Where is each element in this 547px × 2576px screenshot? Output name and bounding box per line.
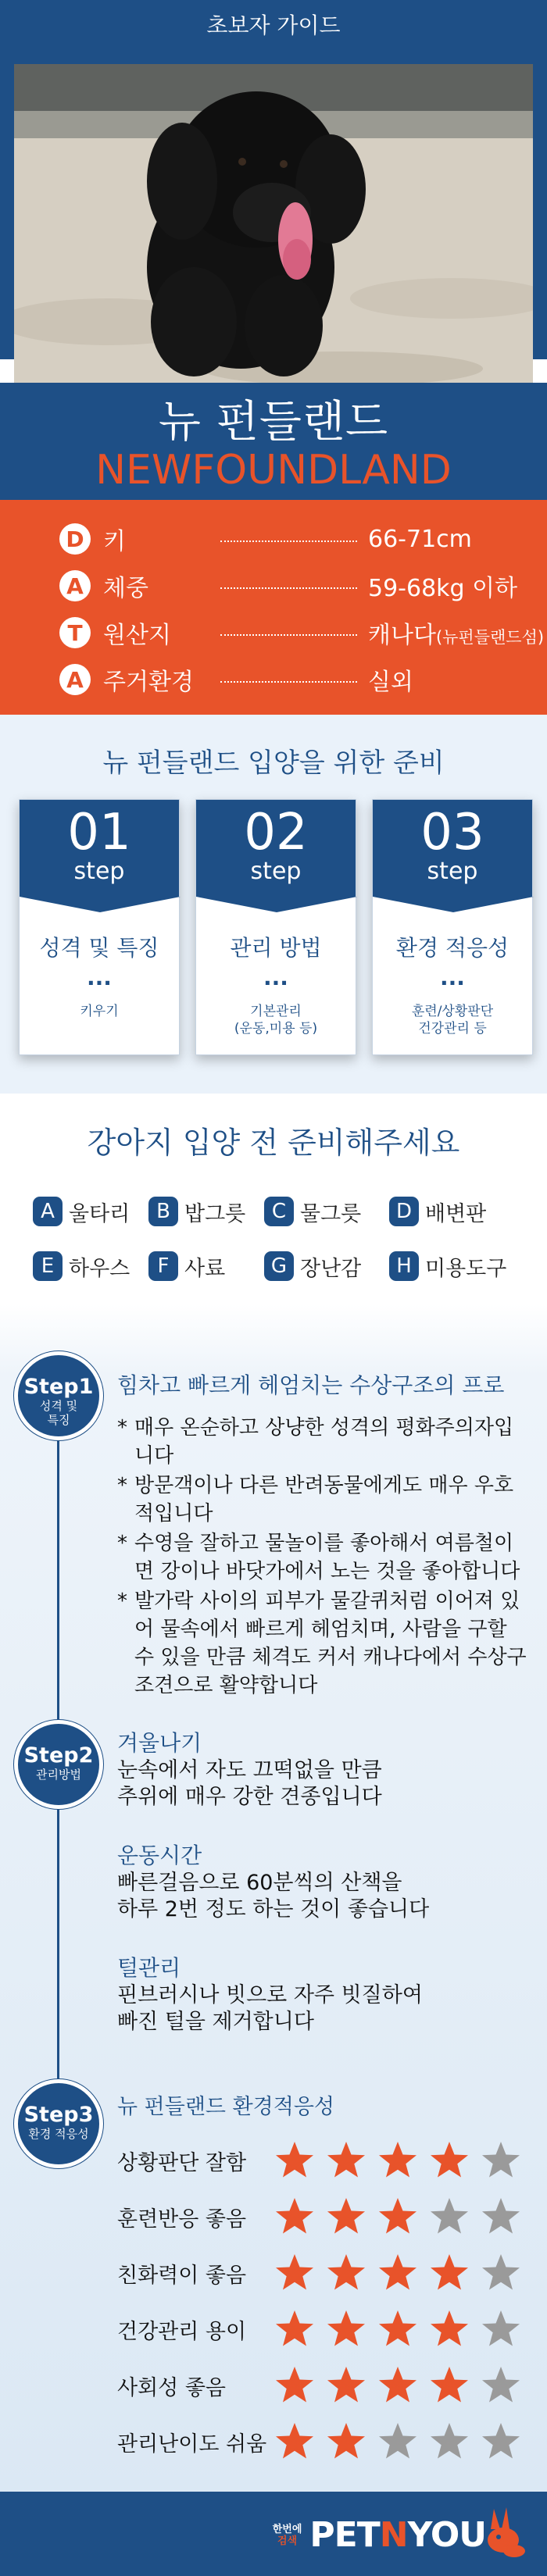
- info-value: 66-71cm: [368, 525, 472, 553]
- supply-badge: A: [33, 1197, 63, 1226]
- info-badge: A: [59, 664, 91, 695]
- prep-title: 뉴 펀들랜드 입양을 위한 준비: [102, 747, 445, 779]
- info-badge: T: [59, 617, 91, 648]
- supply-badge: H: [389, 1251, 419, 1281]
- supplies-section: [0, 1094, 547, 1304]
- supply-badge: C: [264, 1197, 294, 1226]
- step1-circle: [14, 1351, 103, 1440]
- star-rating: [274, 2364, 522, 2407]
- star-filled-icon: [325, 2308, 367, 2350]
- supply-item: [33, 1197, 148, 1227]
- supply-item: [389, 1197, 486, 1227]
- star-empty-icon: [480, 2252, 522, 2294]
- star-empty-icon: [480, 2139, 522, 2182]
- dotted-leader: [220, 681, 357, 683]
- step-card-dots: ...: [440, 965, 465, 990]
- star-empty-icon: [480, 2421, 522, 2463]
- supply-label: 장난감: [300, 1256, 362, 1281]
- star-filled-icon: [377, 2308, 419, 2350]
- step-card-title: 성격 및 특징: [39, 935, 159, 961]
- supply-label: 울타리: [69, 1201, 130, 1226]
- logo-tagline-line2: 검색: [277, 2535, 298, 2547]
- step1-bullet: * 방문객이나 다른 반려동물에게도 매우 우호적입니다: [117, 1472, 531, 1528]
- step-word: step: [250, 858, 302, 885]
- step-details-section: [0, 1304, 547, 2492]
- step-card-2[interactable]: [195, 799, 356, 1055]
- star-filled-icon: [377, 2252, 419, 2294]
- step2-circle: [14, 1720, 103, 1809]
- step2-block-winter: [117, 1729, 524, 1811]
- info-row-origin: [59, 609, 547, 656]
- star-filled-icon: [325, 2196, 367, 2238]
- adoption-prep-section: [0, 715, 547, 1094]
- supply-badge: F: [148, 1251, 178, 1281]
- rating-label: 사회성 좋음: [117, 2375, 226, 2400]
- star-rating: [274, 2252, 522, 2294]
- star-filled-icon: [325, 2421, 367, 2463]
- supply-label: 사료: [184, 1256, 226, 1281]
- step2-block-head: 운동시간: [117, 1843, 202, 1868]
- supply-badge: G: [264, 1251, 294, 1281]
- breed-name-korean: 뉴 펀들랜드: [158, 397, 389, 448]
- star-rating: [274, 2308, 522, 2350]
- star-empty-icon: [480, 2196, 522, 2238]
- step-card-desc: 훈련/상황판단 건강관리 등: [411, 1004, 494, 1036]
- step2-block-head: 털관리: [117, 1955, 181, 1981]
- header-title: 초보자 가이드: [206, 12, 341, 38]
- star-empty-icon: [480, 2364, 522, 2407]
- step-word: step: [73, 858, 125, 885]
- star-rating: [274, 2139, 522, 2182]
- star-empty-icon: [480, 2308, 522, 2350]
- step-number: 03: [420, 804, 484, 862]
- step-card-dots: ...: [263, 965, 288, 990]
- info-badge: A: [59, 570, 91, 601]
- logo-tagline-line1: 한번에: [272, 2523, 302, 2535]
- logo-word-pet: PET: [309, 2515, 380, 2555]
- step2-block-coat: [117, 1954, 524, 2035]
- step-number: 01: [67, 804, 131, 862]
- star-filled-icon: [274, 2364, 316, 2407]
- step1-circle-title: Step1: [23, 1375, 94, 1399]
- step1-circle-sub: 성격 및 특징: [39, 1399, 78, 1427]
- step-card-header: [20, 800, 179, 897]
- petnyou-logo[interactable]: [273, 2515, 486, 2555]
- star-filled-icon: [428, 2308, 470, 2350]
- dotted-leader: [220, 587, 357, 589]
- step1-title: 힘차고 빠르게 헤엄치는 수상구조의 프로: [117, 1372, 505, 1398]
- breed-info-panel: [0, 500, 547, 715]
- footer: [0, 2492, 547, 2576]
- rating-row: [117, 2301, 524, 2357]
- step-card-dots: ...: [87, 965, 112, 990]
- step-card-3[interactable]: [372, 799, 533, 1055]
- supply-label: 물그릇: [300, 1201, 362, 1226]
- star-filled-icon: [325, 2139, 367, 2182]
- star-filled-icon: [274, 2252, 316, 2294]
- star-empty-icon: [428, 2196, 470, 2238]
- supply-item: [264, 1251, 389, 1282]
- supply-badge: D: [389, 1197, 419, 1226]
- supply-label: 미용도구: [425, 1256, 507, 1281]
- step-card-1[interactable]: [19, 799, 180, 1055]
- star-filled-icon: [377, 2196, 419, 2238]
- rating-row: [117, 2189, 524, 2245]
- star-filled-icon: [325, 2364, 367, 2407]
- rating-label: 건강관리 용이: [117, 2319, 247, 2344]
- rating-row: [117, 2245, 524, 2301]
- star-empty-icon: [377, 2421, 419, 2463]
- logo-tagline: [273, 2524, 302, 2547]
- star-filled-icon: [377, 2139, 419, 2182]
- logo-word-n: N: [379, 2515, 408, 2555]
- rating-label: 친화력이 좋음: [117, 2263, 247, 2288]
- supply-badge: B: [148, 1197, 178, 1226]
- step-card-desc: 키우기: [80, 1004, 119, 1019]
- supplies-row: [33, 1239, 533, 1293]
- step3-title: 뉴 펀들랜드 환경적응성: [117, 2095, 334, 2119]
- step3-circle: [14, 2079, 103, 2168]
- star-filled-icon: [274, 2196, 316, 2238]
- step-card-desc: 기본관리 (운동,미용 등): [234, 1004, 318, 1036]
- rating-label: 상황판단 잘함: [117, 2150, 247, 2175]
- step1-bullet: * 발가락 사이의 피부가 물갈퀴처럼 이어져 있어 물속에서 빠르게 헤엄치며, 사람을 구할 수 있을 만큼 체격도 커서 캐나다에서 수상구조견으로 활약합니다: [117, 1587, 531, 1700]
- step-card-header: [196, 800, 356, 897]
- step-number: 02: [244, 804, 308, 862]
- star-filled-icon: [274, 2308, 316, 2350]
- rating-row: [117, 2357, 524, 2414]
- supply-item: [148, 1197, 264, 1227]
- step2-block-text: 핀브러시나 빗으로 자주 빗질하여 빠진 털을 제거합니다: [117, 1983, 423, 2034]
- dotted-leader: [220, 634, 357, 636]
- info-value: 59-68kg 이하: [368, 575, 518, 602]
- rating-row: [117, 2132, 524, 2189]
- step-word: step: [427, 858, 478, 885]
- info-row-weight: [59, 562, 547, 609]
- star-empty-icon: [428, 2421, 470, 2463]
- rabbit-logo-icon: [480, 2506, 530, 2560]
- step1-bullet-list: [117, 1414, 531, 1701]
- rating-label: 훈련반응 좋음: [117, 2207, 247, 2232]
- logo-word-you: YOU: [407, 2515, 486, 2555]
- star-filled-icon: [377, 2364, 419, 2407]
- supply-label: 배변판: [425, 1201, 487, 1226]
- step-card-header: [373, 800, 532, 897]
- star-filled-icon: [428, 2364, 470, 2407]
- logo-wordmark: [309, 2515, 486, 2555]
- info-value: 캐나다: [368, 622, 436, 649]
- supply-label: 하우스: [69, 1256, 130, 1281]
- dog-photo: [14, 64, 533, 392]
- step2-circle-sub: 관리방법: [36, 1768, 81, 1782]
- star-rating: [274, 2196, 522, 2238]
- step3-circle-sub: 환경 적응성: [28, 2127, 89, 2141]
- star-filled-icon: [274, 2421, 316, 2463]
- supplies-row: [33, 1184, 533, 1239]
- star-filled-icon: [428, 2252, 470, 2294]
- info-row-housing: [59, 656, 547, 703]
- info-label: 체중: [103, 575, 148, 602]
- info-note: (뉴펀들랜드섬): [435, 628, 545, 647]
- breed-title-bar: [0, 383, 547, 500]
- step2-block-exercise: [117, 1842, 524, 1923]
- supply-item: [264, 1197, 389, 1227]
- dotted-leader: [220, 541, 357, 542]
- supply-item: [148, 1251, 264, 1282]
- info-value-wrap: [368, 615, 544, 650]
- step-card-title: 환경 적응성: [395, 935, 509, 961]
- star-rating: [274, 2421, 522, 2463]
- supply-label: 밥그릇: [184, 1201, 246, 1226]
- info-label: 원산지: [103, 622, 171, 649]
- step-card-title: 관리 방법: [230, 935, 322, 961]
- info-value: 실외: [368, 669, 413, 696]
- star-filled-icon: [274, 2139, 316, 2182]
- supplies-grid: [33, 1184, 533, 1293]
- info-label: 키: [103, 528, 126, 555]
- info-row-height: [59, 516, 547, 562]
- step1-bullet: * 매우 온순하고 상냥한 성격의 평화주의자입니다: [117, 1414, 531, 1470]
- info-badge: D: [59, 523, 91, 555]
- step2-block-text: 빠른걸음으로 60분씩의 산책을 하루 2번 정도 하는 것이 좋습니다: [117, 1871, 430, 1921]
- step-cards: [19, 799, 533, 1055]
- step2-block-head: 겨울나기: [117, 1730, 202, 1756]
- rating-label: 관리난이도 쉬움: [117, 2432, 267, 2456]
- star-filled-icon: [325, 2252, 367, 2294]
- supply-badge: E: [33, 1251, 63, 1281]
- step1-bullet: * 수영을 잘하고 물놀이를 좋아해서 여름철이면 강이나 바닷가에서 노는 것을 좋아합니다: [117, 1529, 531, 1586]
- rating-row: [117, 2414, 524, 2470]
- step2-circle-title: Step2: [23, 1743, 94, 1768]
- step2-block-text: 눈속에서 자도 끄떡없을 만큼 추위에 매우 강한 견종입니다: [117, 1758, 382, 1809]
- supplies-title: 강아지 입양 전 준비해주세요: [87, 1126, 460, 1160]
- step3-circle-title: Step3: [23, 2103, 94, 2127]
- supply-item: [389, 1251, 506, 1282]
- star-filled-icon: [428, 2139, 470, 2182]
- breed-name-english: NEWFOUNDLAND: [95, 447, 452, 494]
- supply-item: [33, 1251, 148, 1282]
- info-label: 주거환경: [103, 669, 194, 696]
